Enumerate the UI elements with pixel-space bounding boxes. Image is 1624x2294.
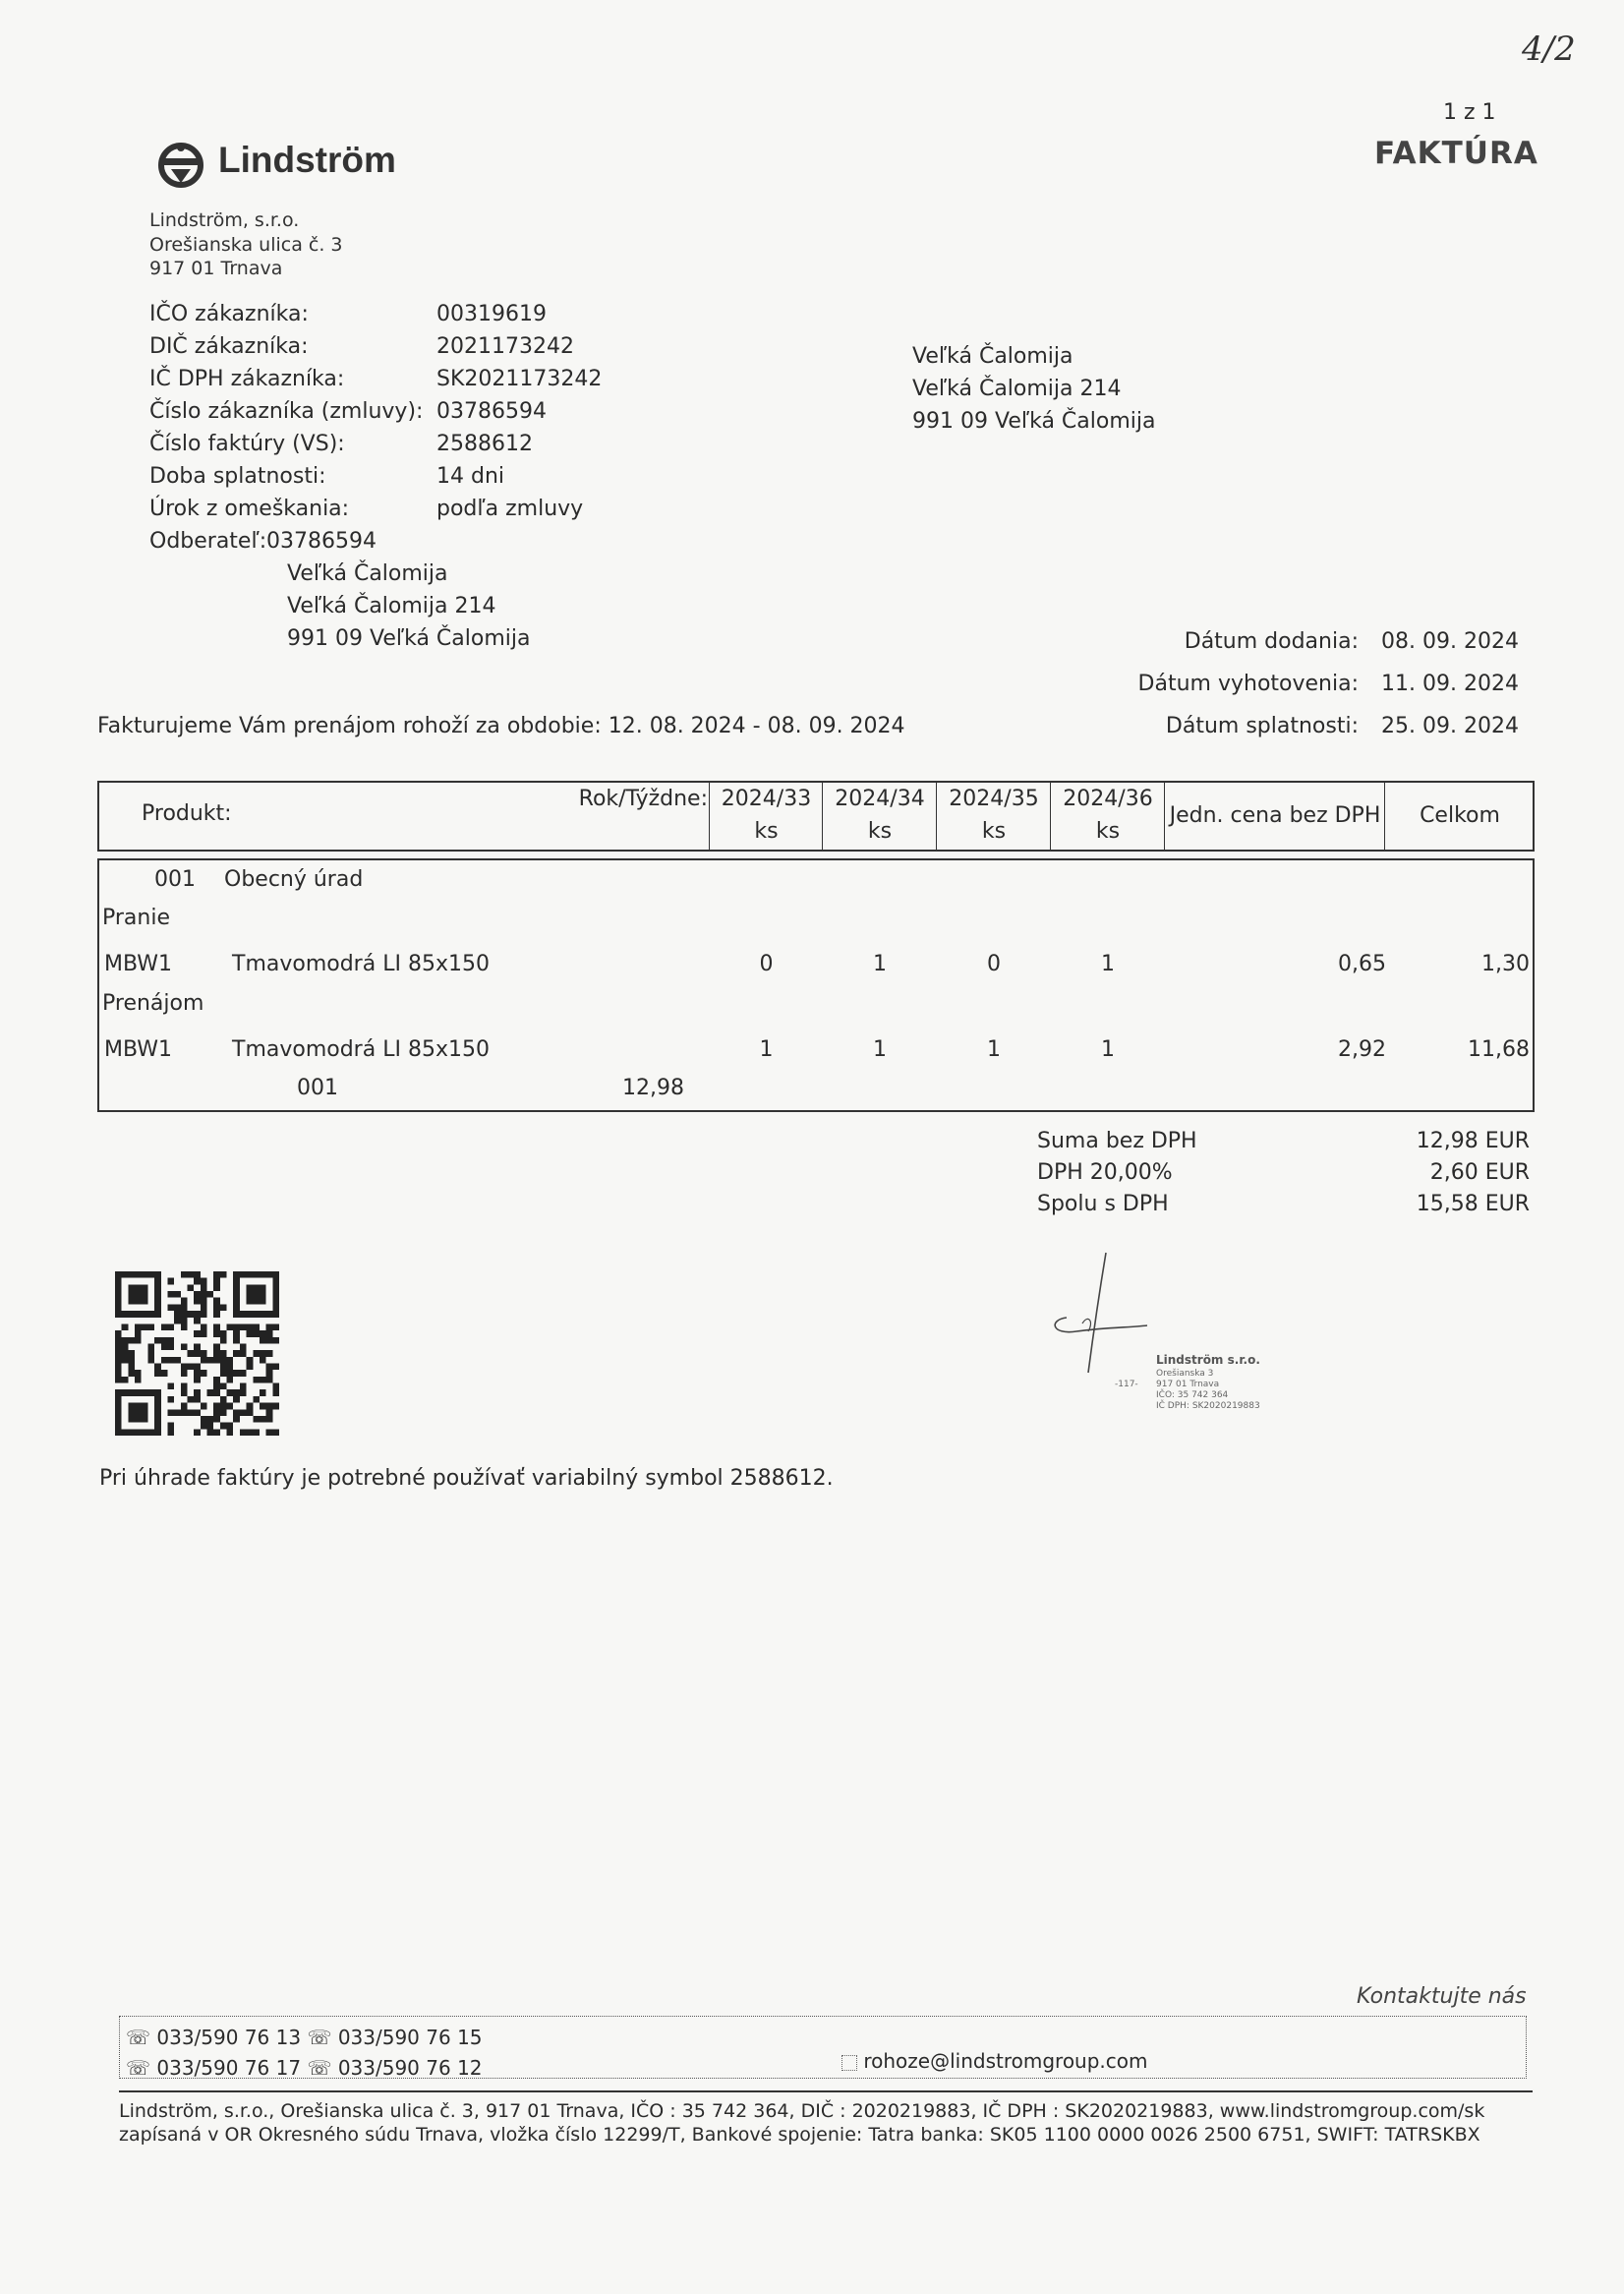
odberatel-line: Veľká Čalomija (287, 561, 448, 586)
recipient-address-line: Veľká Čalomija 214 (912, 377, 1122, 401)
date-value: 08. 09. 2024 (1381, 629, 1519, 654)
phone-icon: ☏ (126, 2056, 151, 2080)
section-name: Pranie (102, 906, 170, 930)
stamp-line: IČ DPH: SK2020219883 (1156, 1401, 1260, 1411)
document-title: FAKTÚRA (1374, 136, 1538, 171)
info-value: SK2021173242 (436, 367, 603, 391)
summary-label: Spolu s DPH (1037, 1192, 1169, 1216)
info-value: 2021173242 (436, 334, 574, 359)
brand-name: Lindström (218, 140, 396, 180)
info-value: 03786594 (436, 399, 547, 424)
row-qty: 1 (1101, 952, 1115, 976)
recipient-address-line: Veľká Čalomija (912, 344, 1073, 369)
phone-number[interactable]: 033/590 76 13 (156, 2026, 302, 2049)
phone-number[interactable]: 033/590 76 12 (337, 2056, 483, 2080)
stamp-line: Orešianska 3 (1156, 1369, 1214, 1379)
odberatel-label: Odberateľ: (149, 529, 267, 554)
table-body-box (97, 858, 1535, 1112)
stamp-line: IČO: 35 742 364 (1156, 1390, 1229, 1400)
phone-number[interactable]: 033/590 76 17 (156, 2056, 302, 2080)
header-unit: ks (754, 819, 779, 844)
footer-line: Lindström, s.r.o., Orešianska ulica č. 3, 917 01 Trnava, IČO : 35 742 364, DIČ : 2020219883, IČ DPH : SK2020219883, www.lindstromgroup.com/sk (119, 2100, 1485, 2122)
header-week: 2024/34 (835, 787, 925, 811)
info-label: Číslo faktúry (VS): (149, 432, 345, 456)
odberatel-line: Veľká Čalomija 214 (287, 594, 496, 618)
row-product: Tmavomodrá LI 85x150 (232, 1037, 490, 1062)
stamp-line: 917 01 Trnava (1156, 1380, 1220, 1389)
row-qty: 1 (987, 1037, 1001, 1062)
email-icon (841, 2055, 857, 2071)
subtotal-code: 001 (297, 1076, 338, 1100)
info-label: IČ DPH zákazníka: (149, 367, 345, 391)
info-label: Číslo zákazníka (zmluvy): (149, 399, 424, 424)
header-unit: ks (1095, 819, 1121, 844)
row-code: MBW1 (104, 952, 173, 976)
info-label: IČO zákazníka: (149, 302, 309, 326)
header-rok-tyzden: Rok/Týždne: (578, 787, 708, 811)
info-label: Úrok z omeškania: (149, 497, 350, 521)
row-qty: 1 (1101, 1037, 1115, 1062)
footer-divider (119, 2090, 1533, 2092)
subtotal-value: 12,98 (622, 1076, 684, 1100)
seller-address-line: Lindström, s.r.o. (149, 209, 300, 231)
info-value: podľa zmluvy (436, 497, 584, 521)
odberatel-line: 991 09 Veľká Čalomija (287, 626, 531, 651)
phone-icon: ☏ (307, 2056, 332, 2080)
phone-icon: ☏ (126, 2026, 151, 2049)
date-value: 11. 09. 2024 (1381, 672, 1519, 696)
summary-label: Suma bez DPH (1037, 1129, 1197, 1153)
summary-value: 2,60 EUR (1429, 1160, 1530, 1185)
header-total: Celkom (1420, 803, 1500, 828)
row-total: 11,68 (1468, 1037, 1530, 1062)
footer-line: zapísaná v OR Okresného súdu Trnava, vložka číslo 12299/T, Bankové spojenie: Tatra banka: SK05 1100 0000 0026 2500 6751, SWIFT: TATRSKBX (119, 2124, 1480, 2146)
row-qty: 1 (873, 1037, 887, 1062)
stamp-line: Lindström s.r.o. (1156, 1353, 1260, 1367)
phone-row (126, 2056, 483, 2080)
row-product: Tmavomodrá LI 85x150 (232, 952, 490, 976)
header-week: 2024/35 (949, 787, 1039, 811)
page-mark: 4/2 (1522, 29, 1576, 69)
info-value: 2588612 (436, 432, 533, 456)
row-qty: 0 (987, 952, 1001, 976)
date-label: Dátum dodania: (1184, 629, 1359, 654)
phone-number[interactable]: 033/590 76 15 (337, 2026, 483, 2049)
group-name: Obecný úrad (224, 867, 364, 892)
signature (1037, 1249, 1165, 1381)
payment-note: Pri úhrade faktúry je potrebné používať variabilný symbol 2588612. (99, 1466, 834, 1491)
header-week: 2024/33 (721, 787, 812, 811)
recipient-address-line: 991 09 Veľká Čalomija (912, 409, 1156, 434)
period-text: Fakturujeme Vám prenájom rohoží za obdobie: 12. 08. 2024 - 08. 09. 2024 (97, 714, 905, 738)
row-code: MBW1 (104, 1037, 173, 1062)
header-week: 2024/36 (1063, 787, 1153, 811)
header-product: Produkt: (142, 801, 232, 826)
odberatel-id: 03786594 (266, 529, 377, 554)
qr-code (115, 1271, 279, 1436)
phone-row (126, 2026, 483, 2049)
summary-value: 12,98 EUR (1416, 1129, 1530, 1153)
info-label: DIČ zákazníka: (149, 334, 309, 359)
header-unit: ks (867, 819, 893, 844)
contact-title: Kontaktujte nás (1357, 1984, 1527, 2009)
group-code: 001 (154, 867, 196, 892)
row-total: 1,30 (1481, 952, 1530, 976)
email-row (841, 2049, 1148, 2073)
row-qty: 0 (759, 952, 774, 976)
info-value: 00319619 (436, 302, 547, 326)
summary-value: 15,58 EUR (1416, 1192, 1530, 1216)
header-unit: ks (981, 819, 1007, 844)
seller-address-line: Orešianska ulica č. 3 (149, 234, 343, 256)
contact-email[interactable]: rohoze@lindstromgroup.com (863, 2049, 1148, 2073)
stamp-side: -117- (1115, 1380, 1138, 1389)
page-number: 1 z 1 (1443, 100, 1496, 125)
date-value: 25. 09. 2024 (1381, 714, 1519, 738)
row-qty: 1 (873, 952, 887, 976)
header-unit-price: Jedn. cena bez DPH (1169, 803, 1381, 828)
row-unit-price: 0,65 (1338, 952, 1386, 976)
info-label: Doba splatnosti: (149, 464, 326, 489)
row-qty: 1 (759, 1037, 774, 1062)
section-name: Prenájom (102, 991, 204, 1016)
row-unit-price: 2,92 (1338, 1037, 1386, 1062)
seller-address-line: 917 01 Trnava (149, 258, 283, 279)
phone-icon: ☏ (307, 2026, 332, 2049)
summary-label: DPH 20,00% (1037, 1160, 1173, 1185)
date-label: Dátum splatnosti: (1165, 714, 1359, 738)
lindstrom-logo-icon (157, 140, 204, 193)
info-value: 14 dni (436, 464, 505, 489)
date-label: Dátum vyhotovenia: (1137, 672, 1359, 696)
